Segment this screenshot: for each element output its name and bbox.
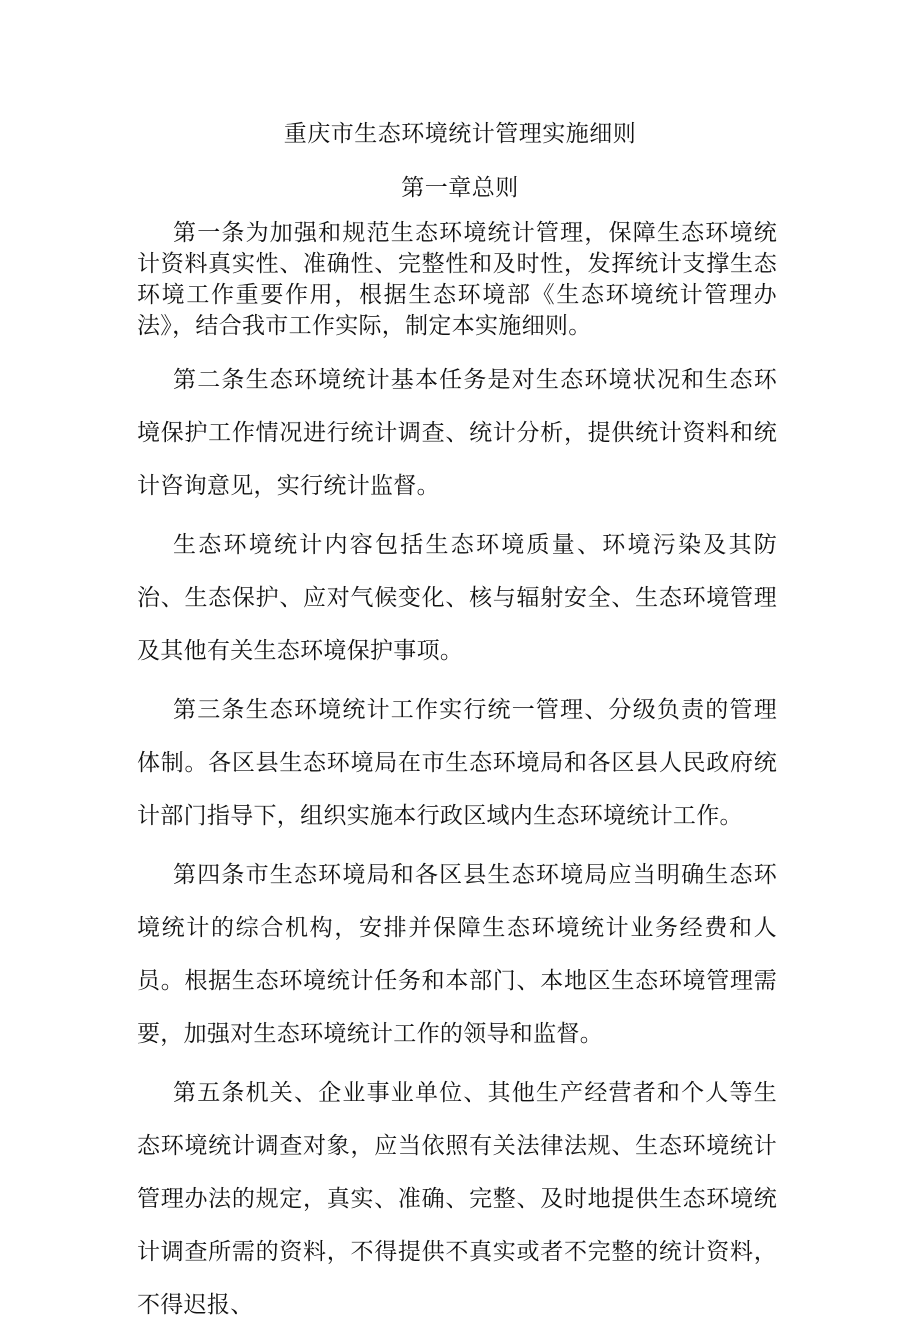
paragraph-article-5: 第五条机关、企业事业单位、其他生产经营者和个人等生态环境统计调查对象，应当依照有关法律法规、生态环境统计管理办法的规定，真实、准确、完整、及时地提供生态环境统计调查所需的资料，不得提供不真实或者不完整的统计资料，不得迟报、 [137, 1080, 777, 1318]
paragraph-statistics-content: 生态环境统计内容包括生态环境质量、环境污染及其防治、生态保护、应对气候变化、核与辐射安全、生态环境管理及其他有关生态环境保护事项。 [137, 532, 777, 664]
paragraph-article-2: 第二条生态环境统计基本任务是对生态环境状况和生态环境保护工作情况进行统计调查、统计分析，提供统计资料和统计咨询意见，实行统计监督。 [137, 367, 777, 499]
chapter-heading: 第一章总则 [401, 175, 519, 201]
paragraph-article-4: 第四条市生态环境局和各区县生态环境局应当明确生态环境统计的综合机构，安排并保障生态环境统计业务经费和人员。根据生态环境统计任务和本部门、本地区生态环境管理需要，加强对生态环境统计工作的领导和监督。 [137, 862, 777, 1047]
paragraph-article-1: 第一条为加强和规范生态环境统计管理，保障生态环境统计资料真实性、准确性、完整性和及时性，发挥统计支撑生态环境工作重要作用，根据生态环境部《生态环境统计管理办法》，结合我市工作实际，制定本实施细则。 [137, 220, 777, 339]
paragraph-article-3: 第三条生态环境统计工作实行统一管理、分级负责的管理体制。各区县生态环境局在市生态环境局和各区县人民政府统计部门指导下，组织实施本行政区域内生态环境统计工作。 [137, 697, 777, 829]
document-title: 重庆市生态环境统计管理实施细则 [283, 121, 637, 147]
document-body [137, 218, 777, 1338]
